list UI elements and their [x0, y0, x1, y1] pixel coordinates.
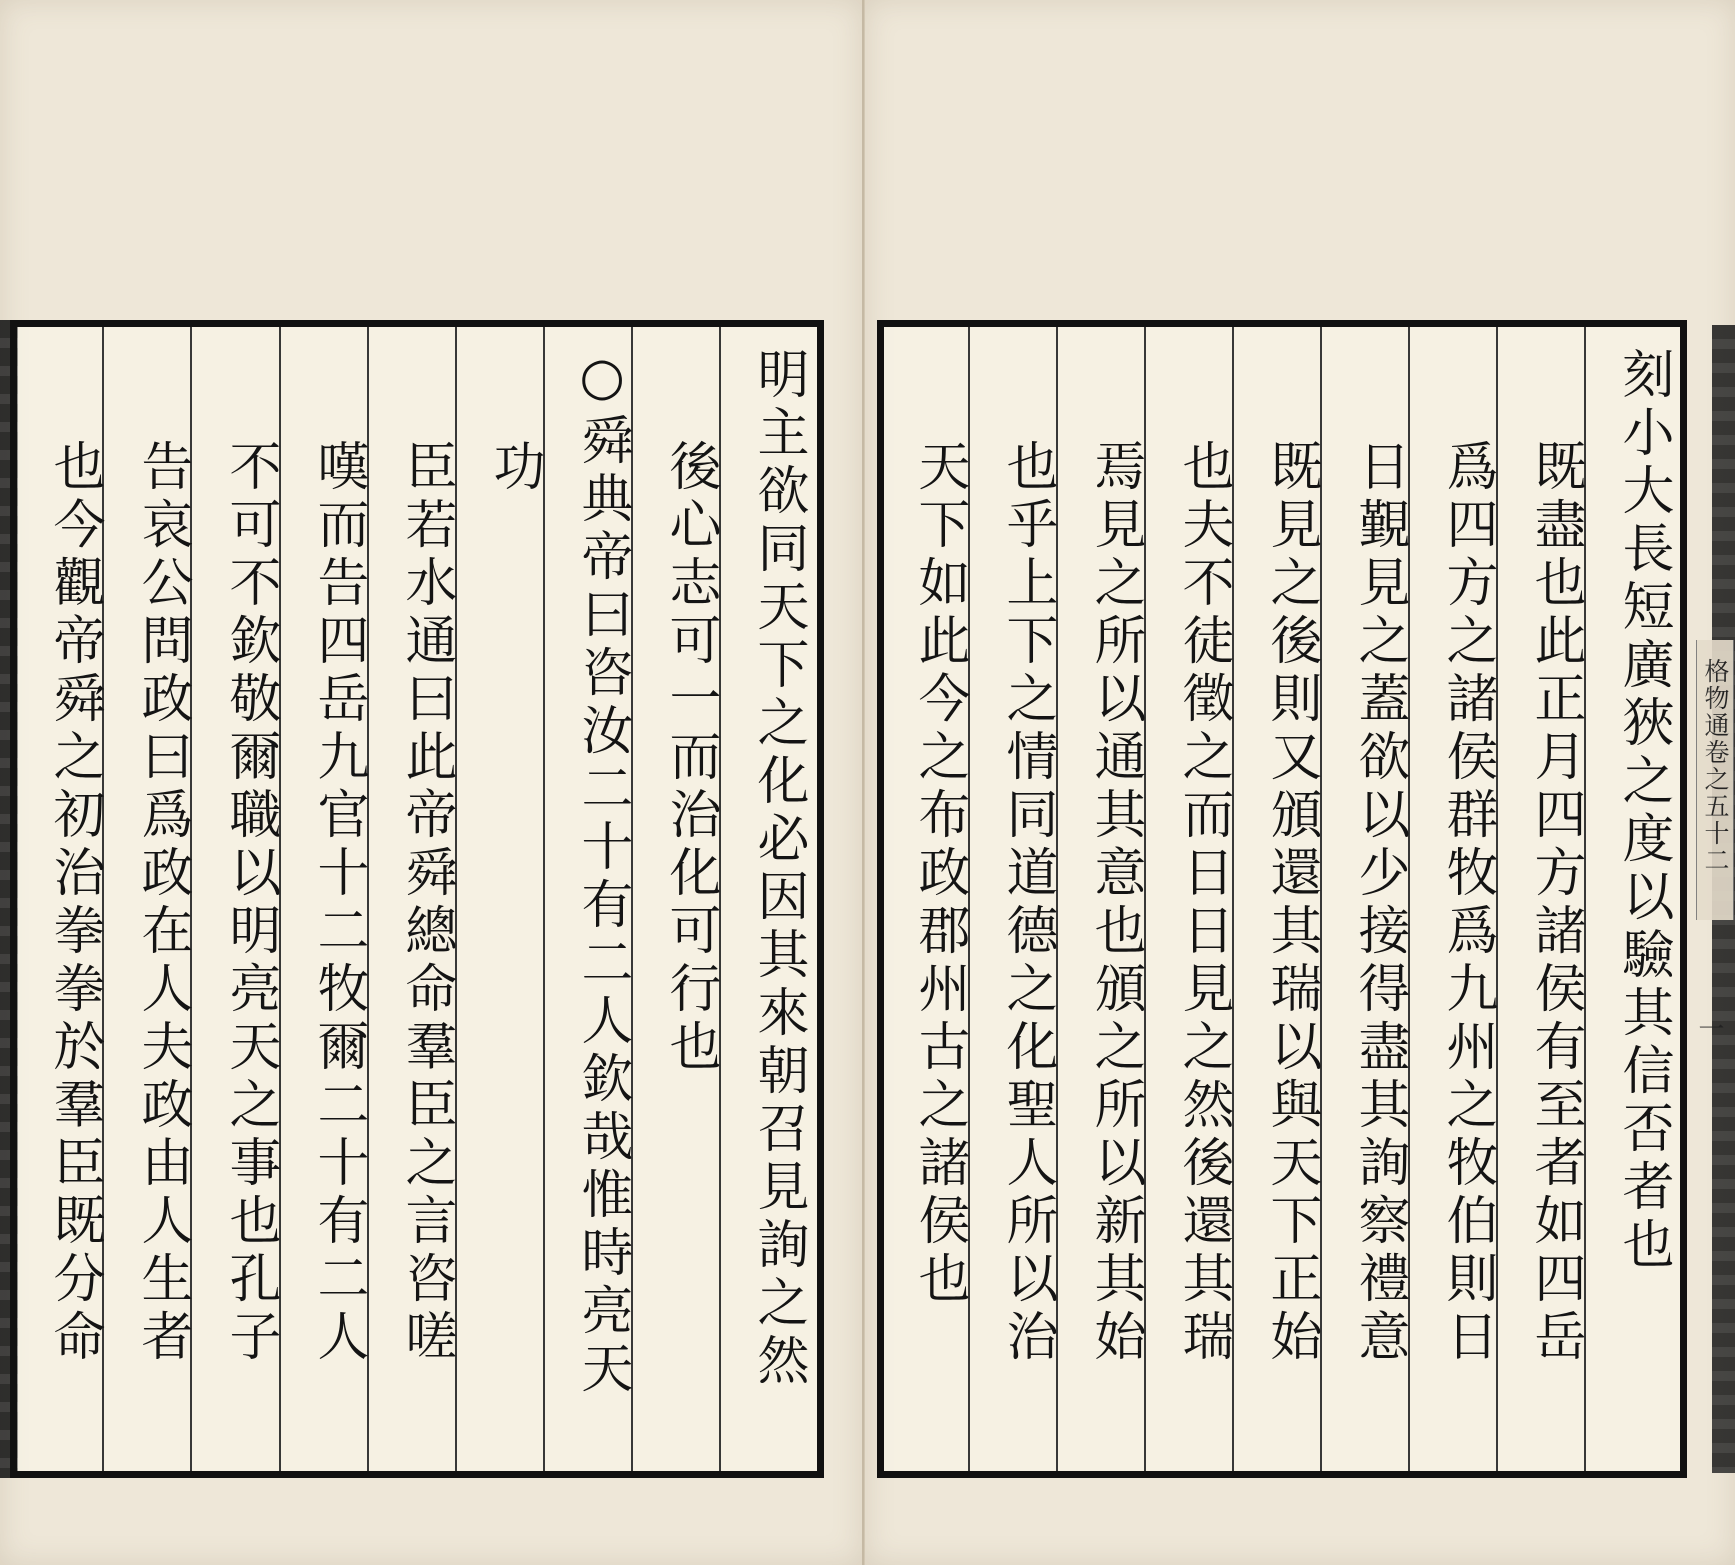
left-column-8-text: 告哀公問政曰爲政在人夫政由人生者 — [132, 439, 192, 1367]
right-column-1 — [1600, 347, 1686, 1451]
left-page — [0, 0, 864, 1565]
right-column-6 — [1160, 347, 1246, 1451]
left-column-2-text: 後心志可一而治化可行也 — [660, 439, 720, 1077]
right-column-4 — [1336, 347, 1422, 1451]
right-column-8-text: 也乎上下之情同道德之化聖人所以治 — [997, 439, 1057, 1367]
left-column-6 — [295, 347, 381, 1451]
left-column-3 — [559, 347, 645, 1451]
running-title — [1696, 640, 1734, 920]
left-column-1-text: 明主欲同天下之化必因其來朝召見詢之然 — [748, 347, 808, 1391]
right-column-2 — [1512, 347, 1598, 1451]
left-column-4-text: 功 — [484, 439, 544, 497]
left-column-5-text: 臣若水通曰此帝舜總命羣臣之言咨嗟 — [396, 439, 456, 1367]
right-column-1-text: 刻小大長短廣狹之度以驗其信否者也 — [1613, 347, 1673, 1275]
right-page — [864, 0, 1735, 1565]
right-column-5 — [1248, 347, 1334, 1451]
right-column-6-text: 也夫不徒徵之而日日見之然後還其瑞 — [1173, 439, 1233, 1367]
page-number: 一 — [1694, 1015, 1724, 1041]
left-column-8 — [119, 347, 205, 1451]
right-column-3 — [1424, 347, 1510, 1451]
right-column-4-text: 日覲見之蓋欲以少接得盡其詢察禮意 — [1349, 439, 1409, 1367]
right-column-7-text: 焉見之所以通其意也頒之所以新其始 — [1085, 439, 1145, 1367]
running-title-text: 格物通卷之五十二 — [1701, 658, 1730, 874]
right-column-9-text: 天下如此今之布政郡州古之諸侯也 — [909, 439, 969, 1309]
left-text-frame — [10, 320, 824, 1478]
left-column-1 — [735, 347, 821, 1451]
right-column-3-text: 爲四方之諸侯群牧爲九州之牧伯則日 — [1437, 439, 1497, 1367]
right-column-5-text: 既見之後則又頒還其瑞以與天下正始 — [1261, 439, 1321, 1367]
left-column-2 — [647, 347, 733, 1451]
left-column-6-text: 嘆而告四岳九官十二牧爾二十有二人 — [308, 439, 368, 1367]
right-column-9 — [896, 347, 982, 1451]
right-column-2-text: 既盡也此正月四方諸侯有至者如四岳 — [1525, 439, 1585, 1367]
left-column-7-text: 不可不欽敬爾職以明亮天之事也孔子 — [220, 439, 280, 1367]
left-column-9 — [31, 347, 117, 1451]
left-column-7 — [207, 347, 293, 1451]
right-column-7 — [1072, 347, 1158, 1451]
right-column-8 — [984, 347, 1070, 1451]
left-column-4 — [471, 347, 557, 1451]
left-column-9-text: 也今觀帝舜之初治拳拳於羣臣既分命 — [44, 439, 104, 1367]
left-column-3-text: ○舜典帝曰咨汝二十有二人欽哉惟時亮天 — [572, 347, 632, 1399]
right-text-frame — [877, 320, 1687, 1478]
left-column-5 — [383, 347, 469, 1451]
